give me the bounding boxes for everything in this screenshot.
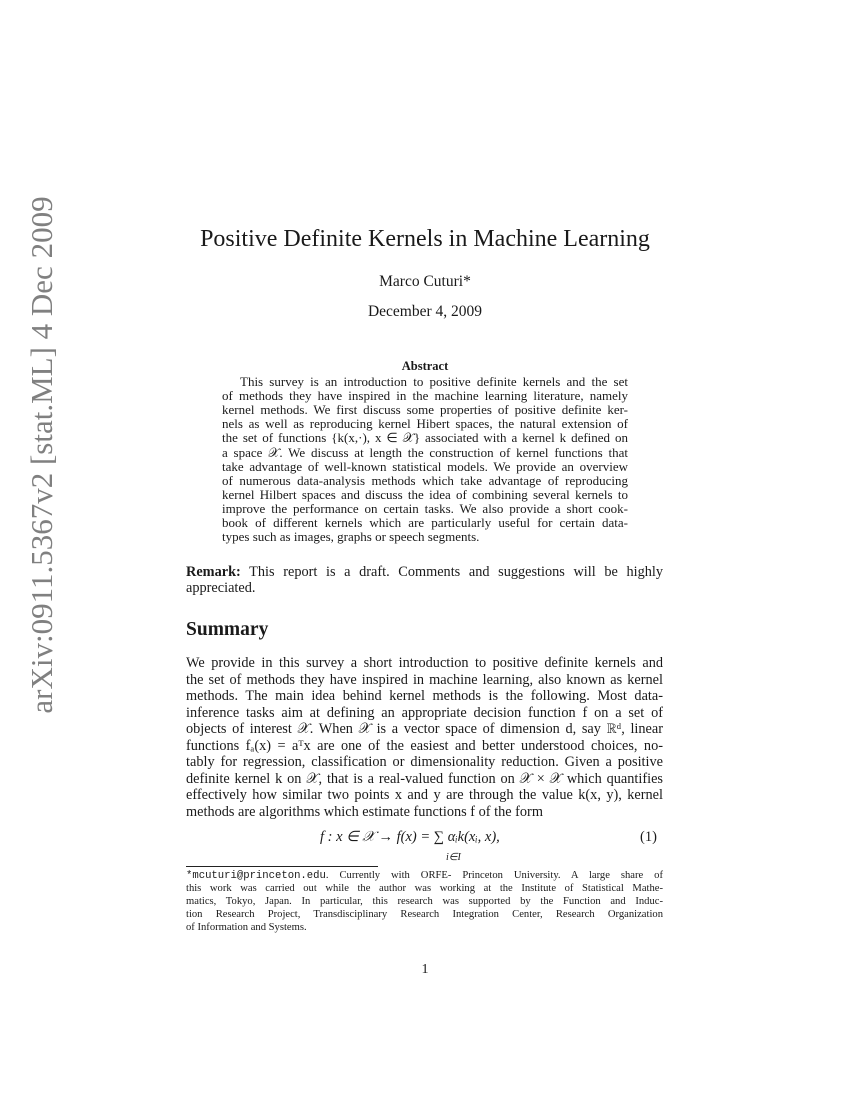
author: Marco Cuturi* [379,273,471,290]
text-line: effectively how similar two points x and y are through the value k(x, y), kernel [186,787,663,803]
text-line: a space 𝒳. We discuss at length the construction of kernel functions that [222,444,628,460]
footnote-email: *mcuturi@princeton.edu [186,870,326,882]
date: December 4, 2009 [367,303,483,320]
text-line: nels as well as reproducing kernel Hibert spaces, the natural extension of [222,416,628,432]
equation-number: (1) [640,829,657,845]
text-line: functions fₐ(x) = aᵀx are one of the easiest and better understood choices, no- [186,737,663,754]
arxiv-stamp: arXiv:0911.5367v2 [stat.ML] 4 Dec 2009 [24,196,59,714]
paper-title: Positive Definite Kernels in Machine Learning [200,226,650,252]
text-line: of methods they have inspired in the machine learning literature, namely [222,388,628,404]
text-line: This survey is an introduction to positive definite kernels and the set [240,374,628,389]
text-line: objects of interest 𝒳. When 𝒳 is a vector space of dimension d, say ℝᵈ, linear [186,721,663,737]
text-line: book of different kernels which are particularly useful for certain data- [222,515,628,530]
text-line: methods. The main idea behind kernel methods is the following. Most data- [186,688,663,704]
remark-cont: appreciated. [186,580,256,596]
summary-heading: Summary [186,619,269,640]
text-line: the set of functions {k(x,·), x ∈ 𝒳} associated with a kernel k defined on [222,430,628,446]
text-line: kernel Hilbert spaces and discuss the idea of combining several kernels to [222,486,628,502]
remark [186,564,663,580]
abstract-heading: Abstract [401,359,449,373]
text-line: of Information and Systems. [186,922,307,933]
text-line: the set of methods they have inspired in machine learning, also known as kernel [186,671,663,688]
page-number: 1 [421,962,429,977]
text-line: definite kernel k on 𝒳, that is a real-valued function on 𝒳 × 𝒳 which quantifies [186,770,663,787]
text-line: We provide in this survey a short introduction to positive definite kernels and [186,655,663,671]
text-line: inference tasks aim at defining an appropriate decision function f on a set of [186,704,663,721]
text-line: take advantage of well-known statistical models. We provide an overview [222,458,628,474]
footnote-text: . Currently with ORFE- Princeton University. A large share of [325,870,663,881]
footnote-rule [186,866,378,867]
text-line: matics, Tokyo, Japan. In particular, this research was supported by the Function and Induc- [186,896,663,907]
text-line: this work was carried out while the author was working at the Institute of Statistical Mathe- [186,883,663,894]
text-line: methods are algorithms which estimate functions f of the form [186,803,543,820]
text-line: of numerous data-analysis methods which take advantage of reproducing [222,472,628,488]
text-line: improve the performance on certain tasks. We also provide a short cook- [222,500,628,516]
footnote-line [186,870,663,882]
remark-label: Remark: [186,564,241,580]
text-line: tably for regression, classification or dimensionality reduction. Given a positive [186,754,663,770]
equation: f : x ∈ 𝒳 → f(x) = ∑ αᵢk(xᵢ, x), [320,829,500,845]
equation-subscript: i∈I [446,852,461,863]
text-line: tion Research Project, Transdisciplinary Research Integration Center, Research Organization [186,909,663,920]
text-line: kernel methods. We first discuss some properties of positive definite ker- [222,402,628,418]
remark-text: This report is a draft. Comments and suggestions will be highly [249,564,663,580]
text-line: types such as images, graphs or speech segments. [222,529,480,545]
